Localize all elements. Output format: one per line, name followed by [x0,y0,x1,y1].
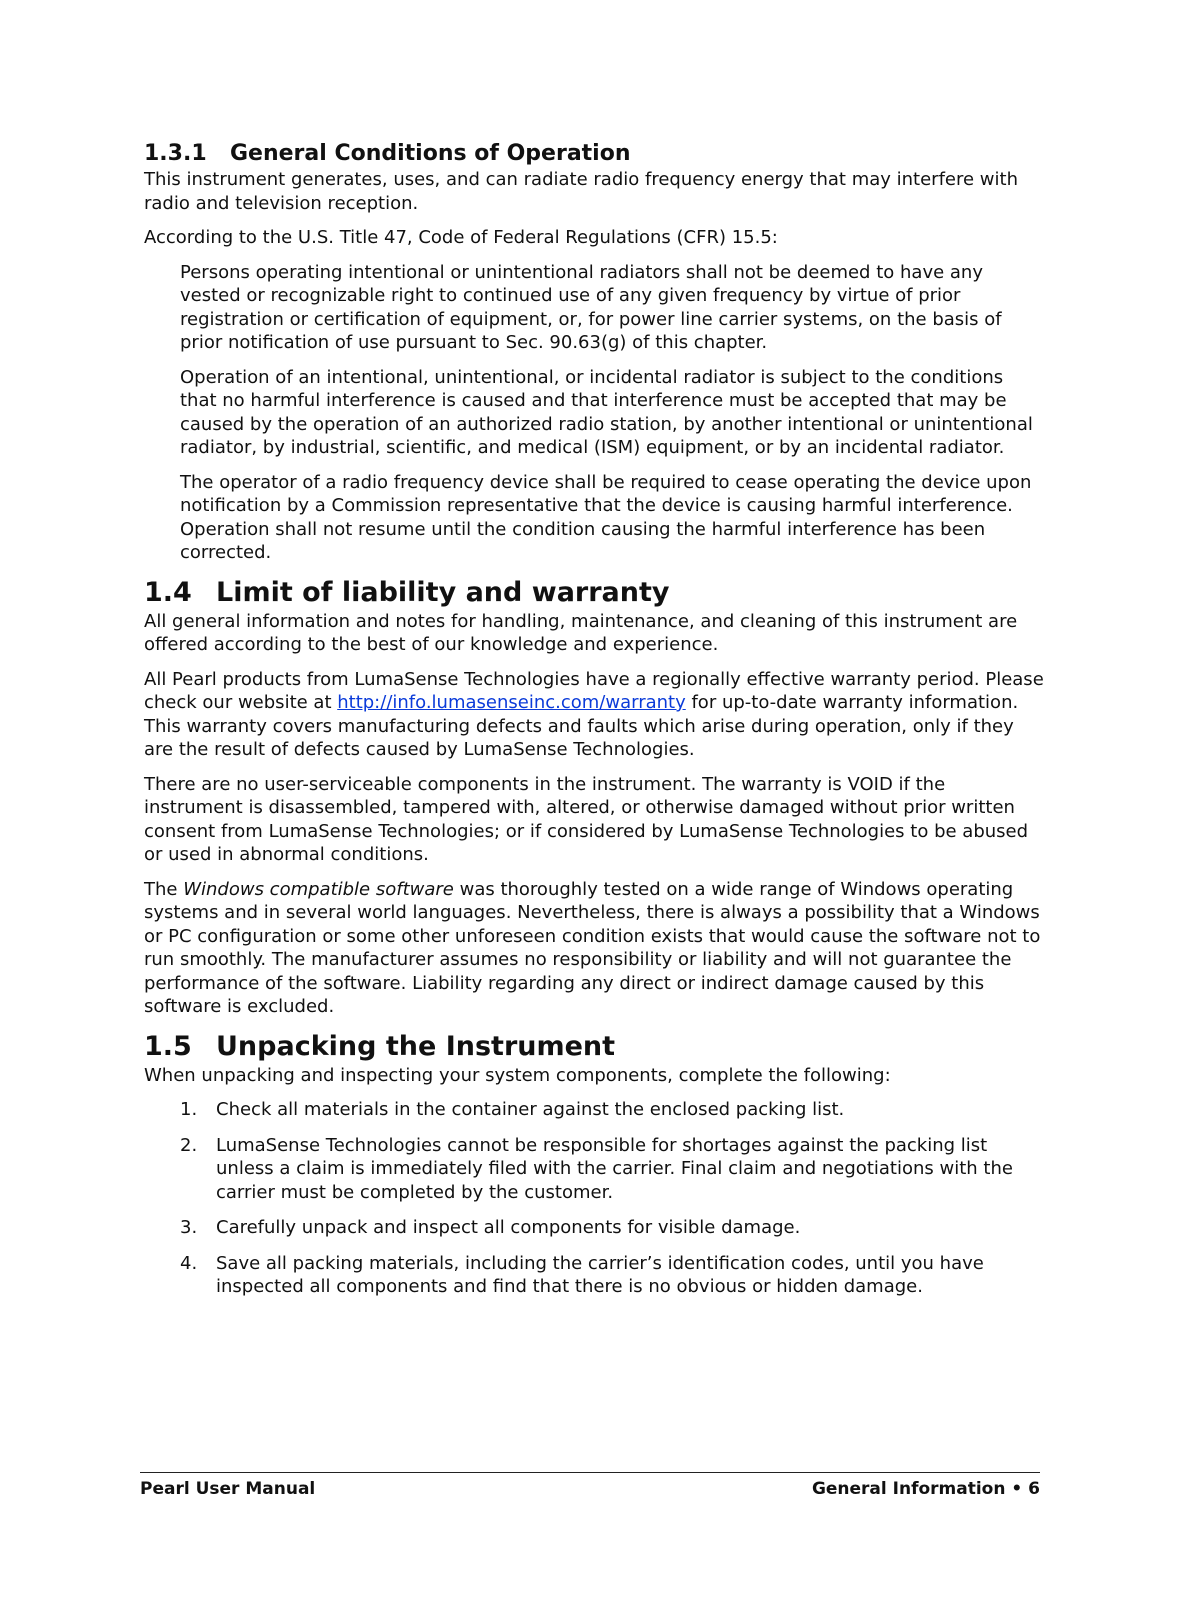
list-text: Carefully unpack and inspect all components for visible damage. [216,1217,801,1238]
heading-1-4 [144,576,1044,610]
list-number: 1. [180,1099,198,1120]
list-text: Save all packing materials, including the carrier’s identification codes, until you have inspected all components and find that there is no obvious or hidden damage. [216,1252,984,1297]
list-text: LumaSense Technologies cannot be responsible for shortages against the packing list unless a claim is immediately filed with the carrier. Final claim and negotiations with the carrier must be completed by the customer. [216,1134,1013,1203]
list-number: 2. [180,1134,198,1156]
section-number: 1.4 [144,576,192,608]
footer-left: Pearl User Manual [140,1479,316,1499]
section-title: Unpacking the Instrument [216,1030,616,1062]
warranty-paragraph [144,668,1044,762]
text-run: The [144,878,184,900]
quote-paragraph: Operation of an intentional, unintentional, or incidental radiator is subject to the conditions that no harmful interference is caused and that interference must be accepted that may be caused by the operation of an authorized radio station, by another intentional or unintentional radiator, by industrial, scientific, and medical (ISM) equipment, or by an incidental radiator. [180,366,1033,458]
list-item [144,1252,1044,1299]
paragraph: This instrument generates, uses, and can radiate radio frequency energy that may interfere with radio and television reception. [144,169,1018,214]
list-item [144,1134,1044,1205]
list-text: Check all materials in the container against the enclosed packing list. [216,1099,845,1120]
paragraph: According to the U.S. Title 47, Code of Federal Regulations (CFR) 15.5: [144,227,778,248]
section-1-3-1 [144,140,1044,565]
section-number: 1.3.1 [144,141,207,166]
document-page [144,140,1044,1311]
section-1-5 [144,1030,1044,1299]
quote-paragraph: Persons operating intentional or unintentional radiators shall not be deemed to have any vested or recognizable right to continued use of any given frequency by virtue of prior registration or certification of equipment, or, for power line carrier systems, on the basis of prior notification of use pursuant to Sec. 90.63(g) of this chapter. [180,261,1002,353]
emphasis-text: Windows compatible software [183,878,454,900]
section-number: 1.5 [144,1030,192,1062]
list-number: 4. [180,1252,198,1274]
warranty-link[interactable]: http://info.lumasenseinc.com/warranty [337,692,686,713]
list-item [144,1098,1044,1122]
section-1-4 [144,576,1044,1019]
text-run: All Pearl products from LumaSense Technologies have a regionally effective warranty period. Please check our website at [144,668,1044,713]
paragraph: There are no user-serviceable components in the instrument. The warranty is VOID if the instrument is disassembled, tampered with, altered, or otherwise damaged without prior written consent from LumaSense Technologies; or if considered by LumaSense Technologies to be abused or used in abnormal conditions. [144,773,1029,865]
paragraph: When unpacking and inspecting your system components, complete the following: [144,1064,891,1086]
heading-1-5 [144,1030,1044,1064]
quote-paragraph: The operator of a radio frequency device shall be required to cease operating the device upon notification by a Commission representative that the device is causing harmful interference. Operation shall not resume until the condition causing the harmful interference has been corrected. [180,471,1032,563]
heading-1-3-1 [144,140,1044,168]
footer-right: General Information • 6 [811,1479,1040,1499]
text-run: was thoroughly tested on a wide range of Windows operating systems and in several world languages. Nevertheless, there is always a possibility that a Windows or PC configuration or some other unforeseen condition exists that would cause the software not to run smoothly. The manufacturer assumes no responsibility or liability and will not guarantee the performance of the software. Liability regarding any direct or indirect damage caused by this software is excluded. [144,878,1041,1017]
list-number: 3. [180,1217,198,1238]
paragraph: All general information and notes for handling, maintenance, and cleaning of this instrument are offered according to the best of our knowledge and experience. [144,610,1018,655]
text-run: for up-to-date warranty information. This warranty covers manufacturing defects and faults which arise during operation, only if they are the result of defects caused by LumaSense Technologies. [144,692,1019,760]
list-item [144,1216,1044,1240]
unpacking-steps-list [144,1098,1044,1299]
software-paragraph [144,878,1044,1019]
section-title: General Conditions of Operation [230,141,631,166]
page-footer [140,1472,1040,1499]
section-title: Limit of liability and warranty [216,576,670,608]
